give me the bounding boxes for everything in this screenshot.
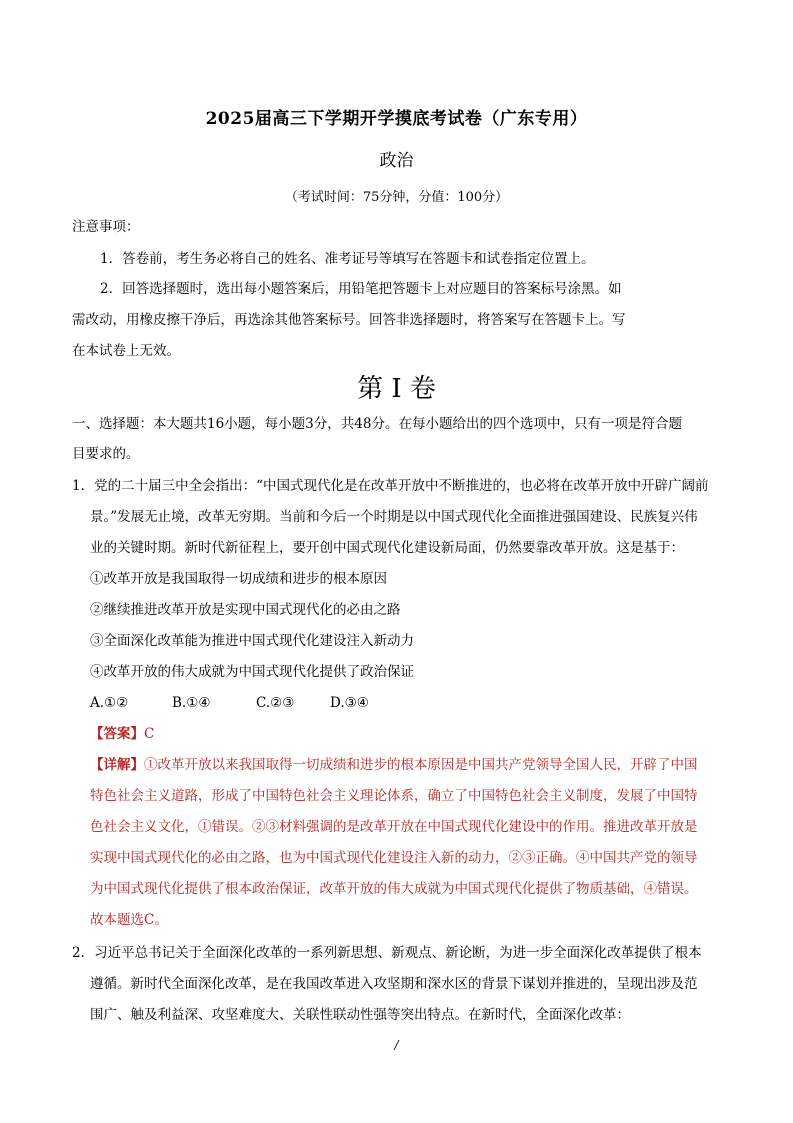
notice-item-2-line-2: 需改动，用橡皮擦干净后，再选涂其他答案标号。回答非选择题时，将答案写在答题卡上。写 [72,312,626,328]
q1-option-b: B.①④ [172,695,211,711]
q1-explain-line-1 [90,756,698,774]
section-intro-line-1: 一、选择题：本大题共16小题，每小题3分，共48分。在每小题给出的四个选项中，只有一项是符合题 [72,416,682,432]
q1-answer-label: 【答案】 [90,726,144,742]
q1-explain-line-6: 故本题选C。 [90,912,168,928]
q1-explain-line-2: 特色社会主义道路，形成了中国特色社会主义理论体系，确立了中国特色社会主义制度，发展了中国特 [90,788,698,804]
q1-answer-value: C [144,726,155,742]
q1-explain-line-5: 为中国式现代化提供了根本政治保证，改革开放的伟大成就为中国式现代化提供了物质基础，④错误。 [90,881,698,897]
page-number: / [394,1038,399,1052]
q1-statement-3: ③全面深化改革能为推进中国式现代化建设注入新动力 [90,633,414,649]
exam-title: 2025届高三下学期开学摸底考试卷（广东专用） [205,109,588,129]
q1-statement-4: ④改革开放的伟大成就为中国式现代化提供了政治保证 [90,664,414,680]
q1-stem-line-1: 1．党的二十届三中全会指出：“中国式现代化是在改革开放中不断推进的，也必将在改革开放中开辟广阔前 [72,478,709,494]
q1-statement-1: ①改革开放是我国取得一切成绩和进步的根本原因 [90,571,387,587]
notice-heading: 注意事项： [72,219,140,235]
q1-explain-line-4: 实现中国式现代化的必由之路，也为中国式现代化建设注入新的动力，②③正确。④中国共产党的领导 [90,850,698,866]
notice-item-2-line-1: 2．回答选择题时，选出每小题答案后，用铅笔把答题卡上对应题目的答案标号涂黑。如 [100,281,622,297]
q1-answer [90,725,154,743]
q1-explain-line-3: 色社会主义文化，①错误。②③材料强调的是改革开放在中国式现代化建设中的作用。推进改革开放是 [90,819,698,835]
q1-explain-text-1: ①改革开放以来我国取得一切成绩和进步的根本原因是中国共产党领导全国人民，开辟了中国 [144,757,698,773]
q1-stem-line-3: 业的关键时期。新时代新征程上，要开创中国式现代化建设新局面，仍然要靠改革开放。这是基于： [90,540,684,556]
q1-option-c: C.②③ [256,695,295,711]
notice-item-2-line-3: 在本试卷上无效。 [72,343,180,359]
q1-option-a: A.①② [90,695,129,711]
q1-stem-line-2: 景。”发展无止境，改革无穷期。当前和今后一个时期是以中国式现代化全面推进强国建设、民族复兴伟 [90,509,698,525]
q2-stem-line-1: 2．习近平总书记关于全面深化改革的一系列新思想、新观点、新论断，为进一步全面深化改革提供了根本 [72,945,702,961]
exam-time-info: （考试时间：75分钟，分值：100分） [284,190,509,205]
q1-explain-label: 【详解】 [90,757,144,773]
section-heading: 第 I 卷 [357,374,436,404]
q1-statement-2: ②继续推进改革开放是实现中国式现代化的必由之路 [90,602,401,618]
exam-subject: 政治 [379,151,414,171]
q1-option-d: D.③④ [330,695,369,711]
notice-item-1: 1．答卷前，考生务必将自己的姓名、准考证号等填写在答题卡和试卷指定位置上。 [100,251,595,267]
q2-stem-line-3: 围广、触及利益深、攻坚难度大、关联性联动性强等突出特点。在新时代，全面深化改革： [90,1007,630,1023]
section-intro-line-2: 目要求的。 [72,446,140,462]
q2-stem-line-2: 遵循。新时代全面深化改革，是在我国改革进入攻坚期和深水区的背景下谋划并推进的，呈现出涉及范 [90,976,698,992]
